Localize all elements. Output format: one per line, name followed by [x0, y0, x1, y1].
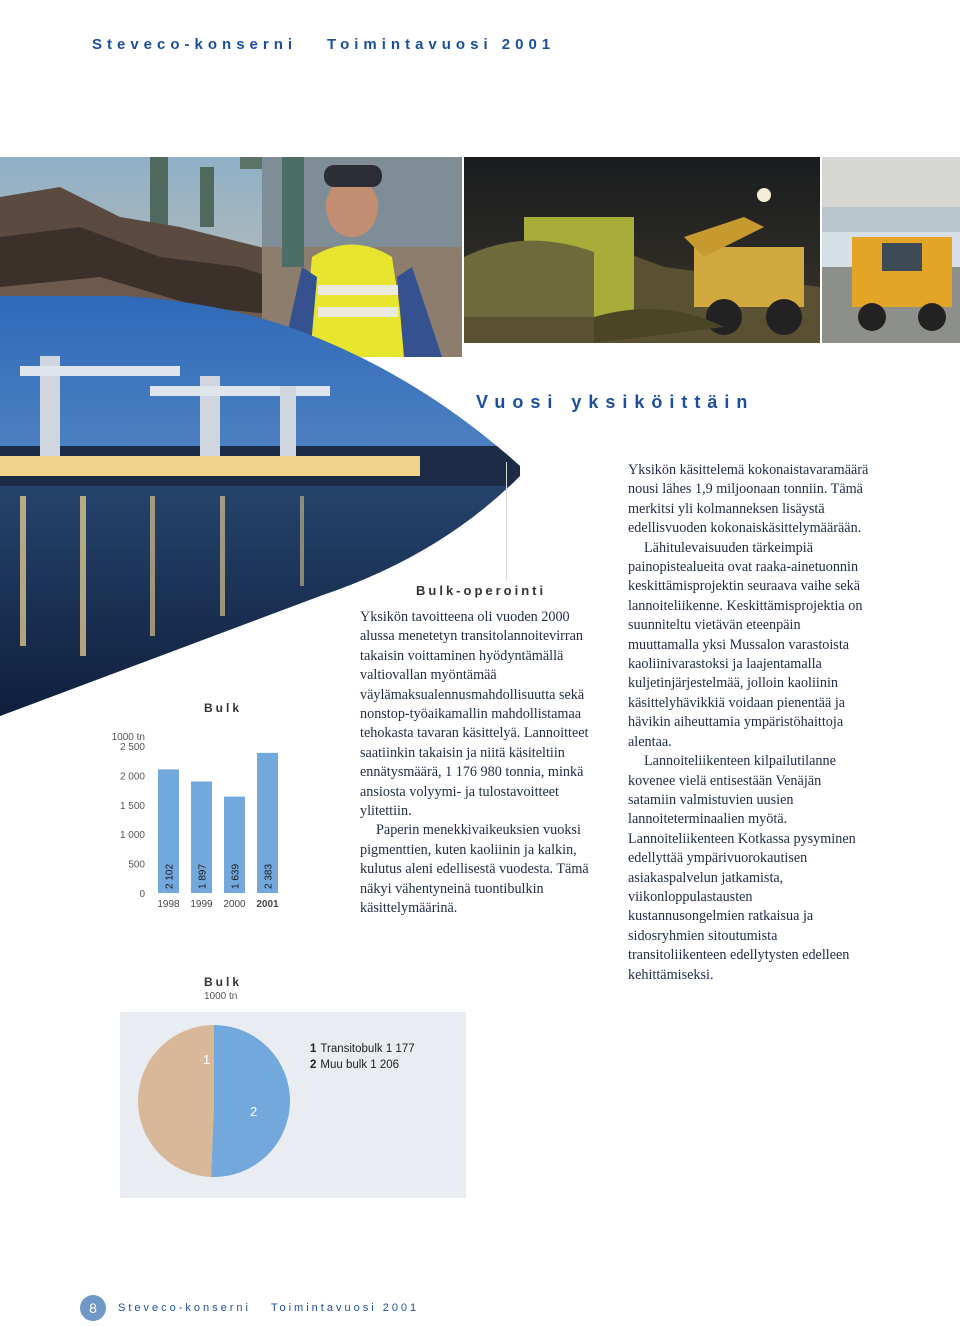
x-tick-label: 2001 [256, 899, 279, 910]
pie-chart-title: Bulk [204, 975, 243, 989]
legend-value: 1 206 [370, 1059, 400, 1071]
legend-item-transitobulk [310, 1041, 415, 1057]
right-paragraph-3: Lannoiteliikenteen kilpailutilanne kovenee vielä entisestään Venäjän satamiin valmistuvien uusien lannoiteterminaalien myötä. Lannoiteliikenteen Kotkassa pysyminen edellyttää ympärivuorokautisen asiakaspalvelun jatkamista, viikonloppulastausten kustannusongelmien ratkaisua ja sidosryhmien sitoutumista transitoliikenteen edellytysten edelleen kehittämiseksi. [628, 753, 856, 983]
pie-chart-subtitle: 1000 tn [204, 991, 238, 1002]
legend-item-muu-bulk [310, 1057, 415, 1073]
legend-value: 1 177 [385, 1043, 415, 1055]
right-paragraph-2: Lähitulevaisuuden tärkeimpiä painopistealueita ovat raaka-ainetuonnin keskittämisprojektin seuraava vaihe sekä lannoiteliikenne. Keskittämisprojektia on suunniteltu vietävän eteenpäin muuttamalla yksi Mussalon varastoista kaoliinivarastoksi ja laajentamalla kuljetinjärjestelmää, jolloin kaoliinin käsittelyhävikkiä voidaan pienentää ja hävikin aiheuttamia ympäristöhaittoja alentaa. [628, 539, 863, 750]
x-tick-label: 1999 [190, 899, 213, 910]
column-divider [506, 462, 507, 580]
running-footer [118, 1302, 419, 1314]
pie-slice-label: 2 [250, 1104, 258, 1119]
column-heading: Bulk-operointi [416, 583, 547, 598]
bar-chart-title: Bulk [204, 701, 243, 715]
bar-value-label: 2 383 [263, 863, 275, 889]
y-tick-label: 0 [139, 889, 145, 900]
pie-legend [310, 1041, 415, 1073]
bar-value-label: 1 897 [197, 863, 209, 889]
legend-id: 2 [310, 1059, 317, 1071]
pie-chart-panel [120, 1012, 466, 1198]
header-report: Toimintavuosi 2001 [327, 36, 556, 53]
legend-label: Transitobulk [320, 1043, 383, 1055]
pie-slice-label: 1 [203, 1052, 211, 1067]
bulk-pie-chart [120, 1012, 466, 1198]
middle-column-text [360, 608, 602, 919]
bar-chart-unit: 1000 tn [111, 732, 145, 743]
pie-slice-1 [138, 1025, 214, 1177]
x-tick-label: 1998 [157, 899, 180, 910]
legend-label: Muu bulk [320, 1059, 368, 1071]
header-company: Steveco-konserni [92, 36, 298, 53]
y-tick-label: 1 500 [119, 800, 145, 812]
right-column-text [628, 461, 872, 985]
y-tick-label: 1 000 [119, 830, 145, 842]
photo-yellow-truck [822, 157, 960, 343]
running-header [92, 36, 555, 53]
section-title: Vuosi yksiköittäin [476, 392, 755, 412]
x-tick-label: 2000 [223, 899, 246, 910]
middle-paragraph-2: Paperin menekkivaikeuksien vuoksi pigmenttien, kuten kaoliinin ja kalkin, kulutus aleni edellisestä vuodesta. Tämä näkyi vähentyneinä tuontibulkin käsittelymäärinä. [360, 822, 589, 917]
footer-company: Steveco-konserni [118, 1302, 251, 1314]
page-number: 8 [80, 1295, 106, 1321]
bar-value-label: 2 102 [164, 863, 176, 889]
pie-slice-2 [211, 1025, 290, 1177]
y-tick-label: 2 000 [119, 771, 145, 783]
middle-paragraph-1: Yksikön tavoitteena oli vuoden 2000 alussa menetetyn transitolannoitevirran takaisin voittaminen hyödyntämällä valtiovallan myöntämää väylämaksualennusmahdollisuutta sekä nonstop-työaikamallin mahdollistamaa tehokasta tavaran käsittelyä. Lannoitteet saatiinkin takaisin ja niitä käsiteltiin ennätysmäärä, 1 176 980 tonnia, minkä ansiosta volyymi- ja tulostavoitteet ylitettiin. [360, 609, 589, 820]
bar-value-label: 1 639 [230, 863, 242, 889]
y-tick-label: 2 500 [119, 742, 145, 753]
footer-report: Toimintavuosi 2001 [271, 1302, 420, 1314]
y-tick-label: 500 [128, 859, 145, 871]
right-paragraph-1: Yksikön käsittelemä kokonaistavaramäärä nousi lähes 1,9 miljoonaan tonniin. Tämä merkitsi yli kolmanneksen lisäystä edellisvuoden kokonaiskäsittelymäärään. [628, 462, 869, 537]
legend-id: 1 [310, 1043, 317, 1055]
bulk-bar-chart [100, 690, 300, 920]
